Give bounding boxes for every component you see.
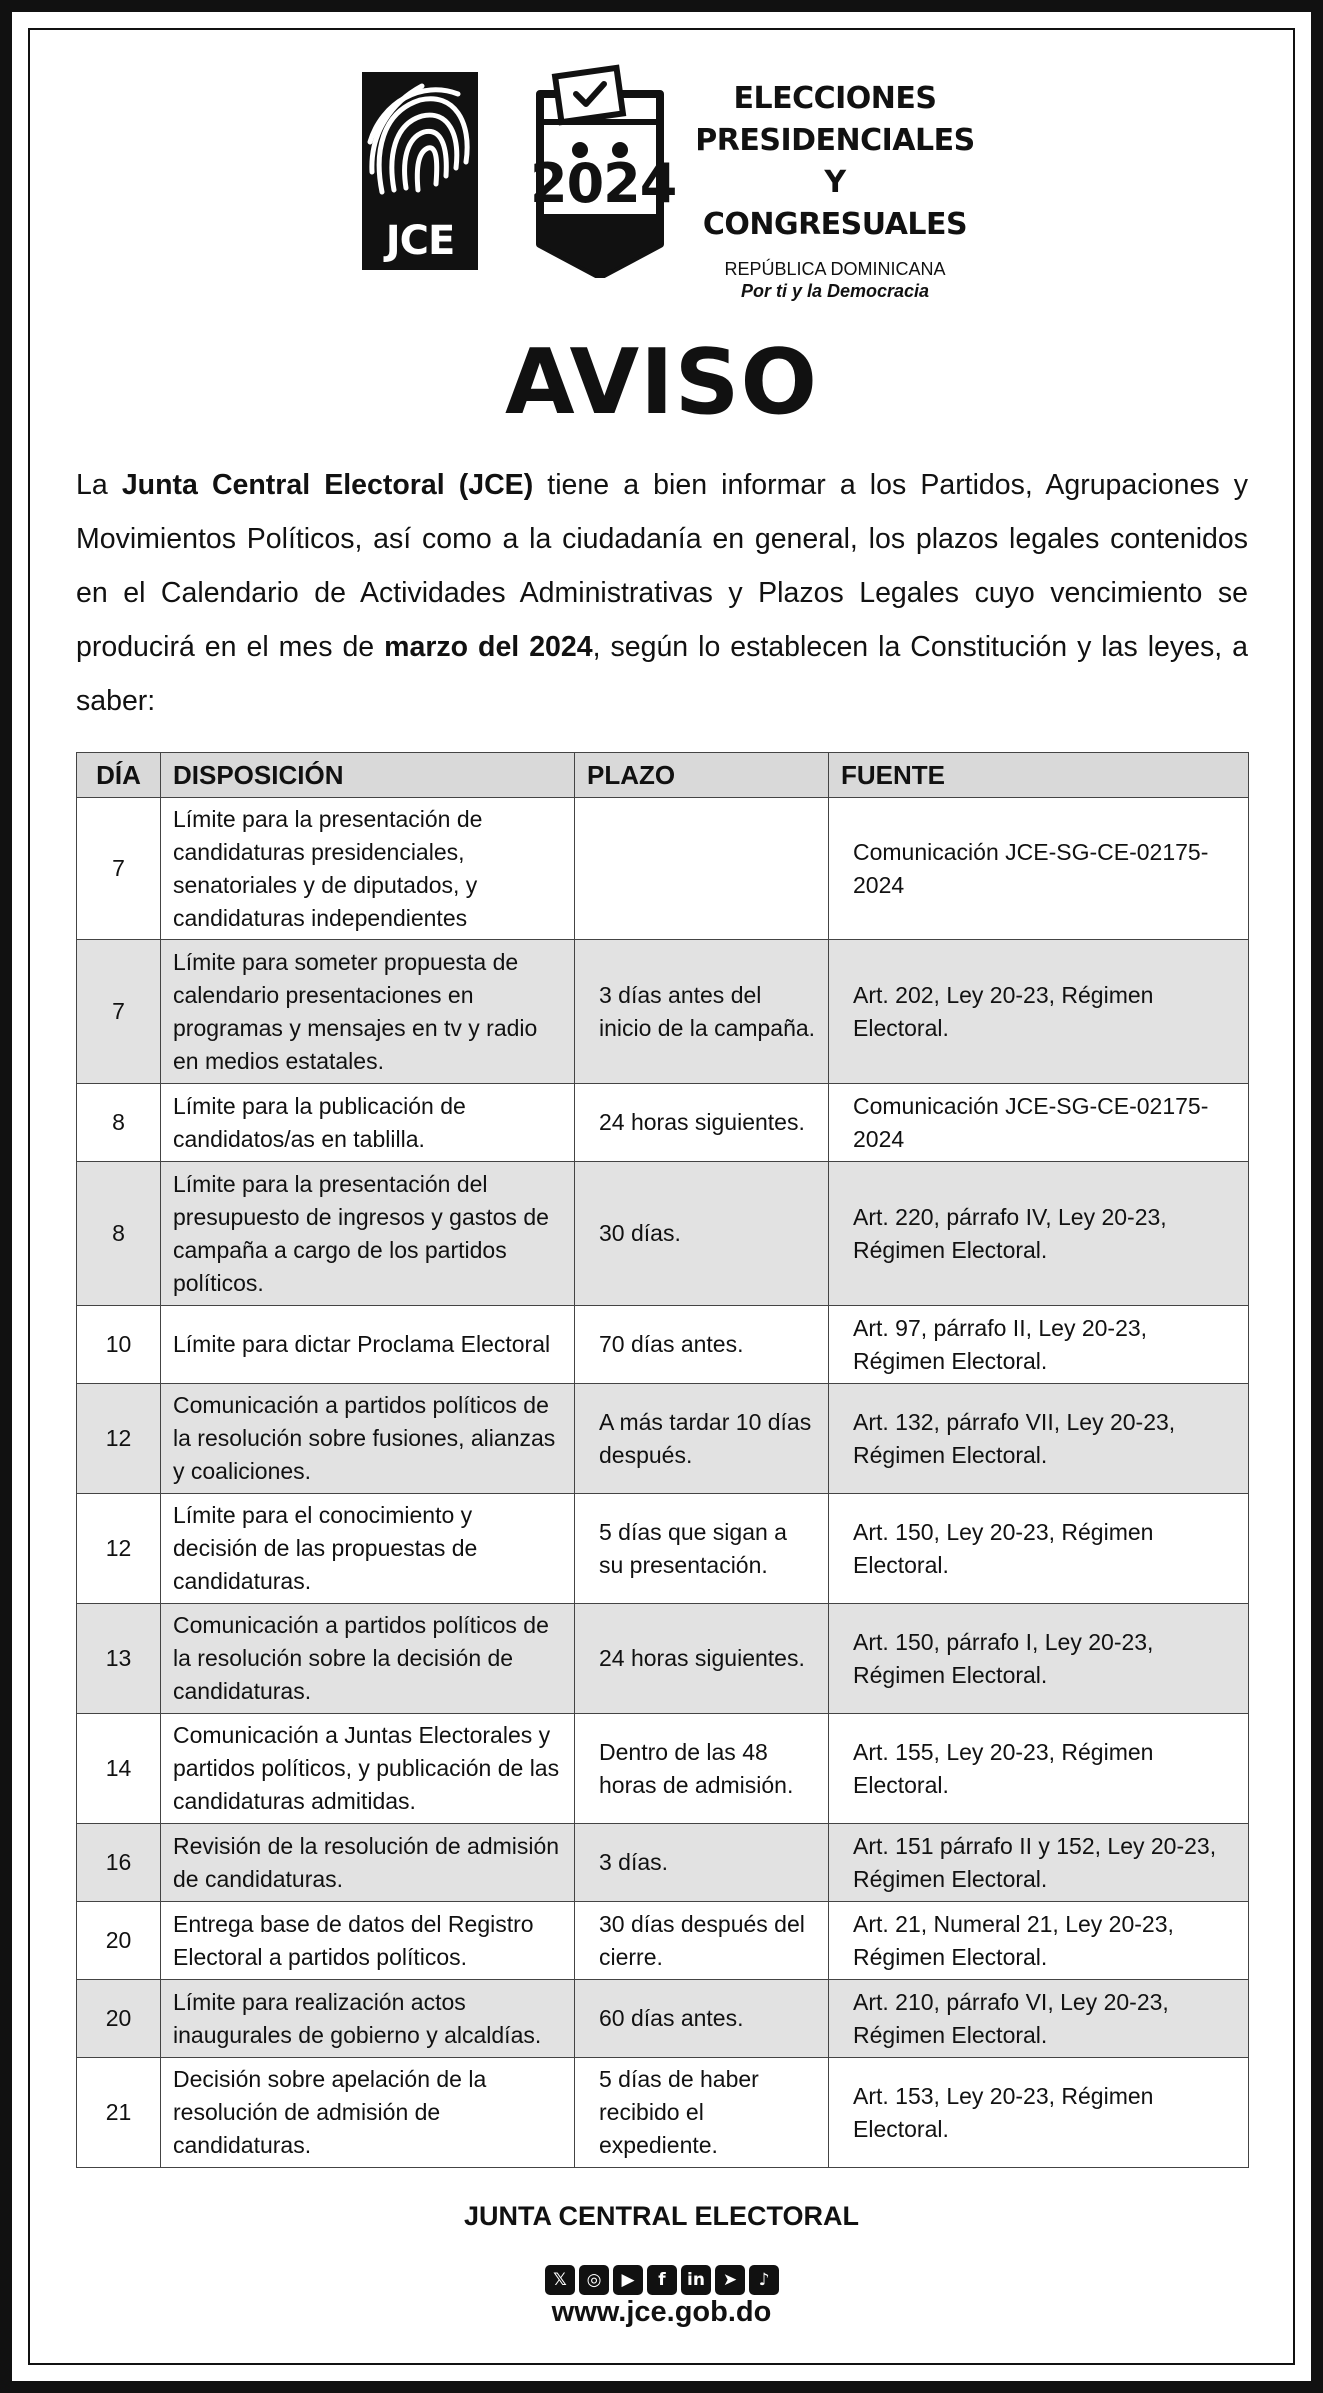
cell-dia: 8 <box>77 1084 161 1162</box>
cell-dia: 16 <box>77 1824 161 1902</box>
table-row <box>77 1902 1249 1980</box>
cell-plazo: 24 horas siguientes. <box>575 1604 829 1714</box>
table-row <box>77 798 1249 940</box>
table-row <box>77 1084 1249 1162</box>
cell-dia: 7 <box>77 940 161 1084</box>
header-fuente: FUENTE <box>829 753 1249 798</box>
table-row <box>77 1384 1249 1494</box>
intro-paragraph <box>76 458 1248 728</box>
cell-plazo: 30 días. <box>575 1162 829 1306</box>
header-disposicion: DISPOSICIÓN <box>161 753 575 798</box>
cell-fuente: Comunicación JCE-SG-CE-02175-2024 <box>829 798 1249 940</box>
cell-disposicion: Comunicación a Juntas Electorales y partidos políticos, y publicación de las candidaturas admitidas. <box>161 1714 575 1824</box>
table-row <box>77 1494 1249 1604</box>
cell-dia: 7 <box>77 798 161 940</box>
deadlines-table <box>76 752 1249 2168</box>
cell-disposicion: Límite para la publicación de candidatos/as en tablilla. <box>161 1084 575 1162</box>
instagram-icon[interactable]: ◎ <box>579 2265 609 2295</box>
slogan: Por ti y la Democracia <box>740 281 930 301</box>
cell-plazo: A más tardar 10 días después. <box>575 1384 829 1494</box>
cell-fuente: Art. 151 párrafo II y 152, Ley 20-23, Régimen Electoral. <box>829 1824 1249 1902</box>
cell-fuente: Comunicación JCE-SG-CE-02175-2024 <box>829 1084 1249 1162</box>
cell-plazo <box>575 798 829 940</box>
cell-fuente: Art. 153, Ley 20-23, Régimen Electoral. <box>829 2058 1249 2168</box>
cell-plazo: 30 días después del cierre. <box>575 1902 829 1980</box>
cell-dia: 12 <box>77 1384 161 1494</box>
table-row <box>77 2058 1249 2168</box>
table-row <box>77 1162 1249 1306</box>
ballot-box-logo <box>530 64 677 278</box>
table-row <box>77 940 1249 1084</box>
cell-dia: 20 <box>77 1980 161 2058</box>
cell-dia: 21 <box>77 2058 161 2168</box>
cell-disposicion: Límite para someter propuesta de calendario presentaciones en programas y mensajes en tv y radio en medios estatales. <box>161 940 575 1084</box>
fingerprint-icon <box>362 72 478 222</box>
cell-fuente: Art. 202, Ley 20-23, Régimen Electoral. <box>829 940 1249 1084</box>
linkedin-icon[interactable]: in <box>681 2265 711 2295</box>
cell-disposicion: Límite para dictar Proclama Electoral <box>161 1306 575 1384</box>
cell-plazo: 24 horas siguientes. <box>575 1084 829 1162</box>
cell-plazo: 3 días. <box>575 1824 829 1902</box>
title-line-1: ELECCIONES <box>733 81 937 116</box>
cell-disposicion: Límite para la presentación de candidaturas presidenciales, senatoriales y de diputados, y candidaturas independientes <box>161 798 575 940</box>
intro-text-2: tiene a bien informar a los Partidos, Agrupaciones y Movimientos Políticos, así como a la ciudadanía en general, los plazos legales contenidos en el Calendario de Actividades Administrativas y Plazos Legales cuyo vencimiento se producirá en el mes de <box>76 469 1248 663</box>
table-row <box>77 1604 1249 1714</box>
title-line-3: Y CONGRESUALES <box>702 165 968 242</box>
page-title: AVISO <box>504 330 818 435</box>
intro-bold-org: Junta Central Electoral (JCE) <box>121 469 534 501</box>
cell-dia: 10 <box>77 1306 161 1384</box>
cell-plazo: Dentro de las 48 horas de admisión. <box>575 1714 829 1824</box>
cell-plazo: 3 días antes del inicio de la campaña. <box>575 940 829 1084</box>
cell-disposicion: Comunicación a partidos políticos de la resolución sobre fusiones, alianzas y coaliciones. <box>161 1384 575 1494</box>
cell-plazo: 5 días de haber recibido el expediente. <box>575 2058 829 2168</box>
cell-disposicion: Revisión de la resolución de admisión de candidaturas. <box>161 1824 575 1902</box>
country-label: REPÚBLICA DOMINICANA <box>724 259 946 279</box>
cell-dia: 14 <box>77 1714 161 1824</box>
telegram-icon[interactable]: ➤ <box>715 2265 745 2295</box>
cell-disposicion: Límite para el conocimiento y decisión de las propuestas de candidaturas. <box>161 1494 575 1604</box>
table-row <box>77 1980 1249 2058</box>
website-link[interactable]: www.jce.gob.do <box>551 2296 772 2328</box>
cell-plazo: 60 días antes. <box>575 1980 829 2058</box>
tiktok-icon[interactable]: ♪ <box>749 2265 779 2295</box>
cell-dia: 13 <box>77 1604 161 1714</box>
intro-text-1: La <box>76 469 122 501</box>
election-title <box>690 78 980 302</box>
cell-plazo: 5 días que sigan a su presentación. <box>575 1494 829 1604</box>
cell-disposicion: Entrega base de datos del Registro Electoral a partidos políticos. <box>161 1902 575 1980</box>
cell-fuente: Art. 155, Ley 20-23, Régimen Electoral. <box>829 1714 1249 1824</box>
cell-dia: 20 <box>77 1902 161 1980</box>
cell-dia: 12 <box>77 1494 161 1604</box>
cell-dia: 8 <box>77 1162 161 1306</box>
cell-fuente: Art. 97, párrafo II, Ley 20-23, Régimen Electoral. <box>829 1306 1249 1384</box>
election-year: 2024 <box>530 152 677 215</box>
cell-disposicion: Límite para la presentación del presupuesto de ingresos y gastos de campaña a cargo de los partidos políticos. <box>161 1162 575 1306</box>
intro-bold-date: marzo del 2024 <box>384 631 593 663</box>
cell-disposicion: Comunicación a partidos políticos de la resolución sobre la decisión de candidaturas. <box>161 1604 575 1714</box>
cell-fuente: Art. 220, párrafo IV, Ley 20-23, Régimen Electoral. <box>829 1162 1249 1306</box>
jce-logo <box>362 72 478 270</box>
footer-organization: JUNTA CENTRAL ELECTORAL <box>463 2201 859 2231</box>
intro-text-3: , según lo establecen la Constitución y las leyes, a saber: <box>76 631 1248 717</box>
jce-logo-text: JCE <box>385 218 455 264</box>
cell-disposicion: Decisión sobre apelación de la resolución de admisión de candidaturas. <box>161 2058 575 2168</box>
title-line-2: PRESIDENCIALES <box>695 123 975 158</box>
x-icon[interactable]: 𝕏 <box>545 2265 575 2295</box>
table-row <box>77 1714 1249 1824</box>
social-icons <box>545 2265 779 2295</box>
table-header-row <box>77 753 1249 798</box>
header-dia: DÍA <box>77 753 161 798</box>
cell-plazo: 70 días antes. <box>575 1306 829 1384</box>
header-plazo: PLAZO <box>575 753 829 798</box>
cell-fuente: Art. 210, párrafo VI, Ley 20-23, Régimen Electoral. <box>829 1980 1249 2058</box>
table-row <box>77 1306 1249 1384</box>
youtube-icon[interactable]: ▶ <box>613 2265 643 2295</box>
cell-fuente: Art. 150, Ley 20-23, Régimen Electoral. <box>829 1494 1249 1604</box>
cell-disposicion: Límite para realización actos inaugurales de gobierno y alcaldías. <box>161 1980 575 2058</box>
cell-fuente: Art. 150, párrafo I, Ley 20-23, Régimen Electoral. <box>829 1604 1249 1714</box>
table-row <box>77 1824 1249 1902</box>
facebook-icon[interactable]: f <box>647 2265 677 2295</box>
cell-fuente: Art. 132, párrafo VII, Ley 20-23, Régimen Electoral. <box>829 1384 1249 1494</box>
cell-fuente: Art. 21, Numeral 21, Ley 20-23, Régimen Electoral. <box>829 1902 1249 1980</box>
